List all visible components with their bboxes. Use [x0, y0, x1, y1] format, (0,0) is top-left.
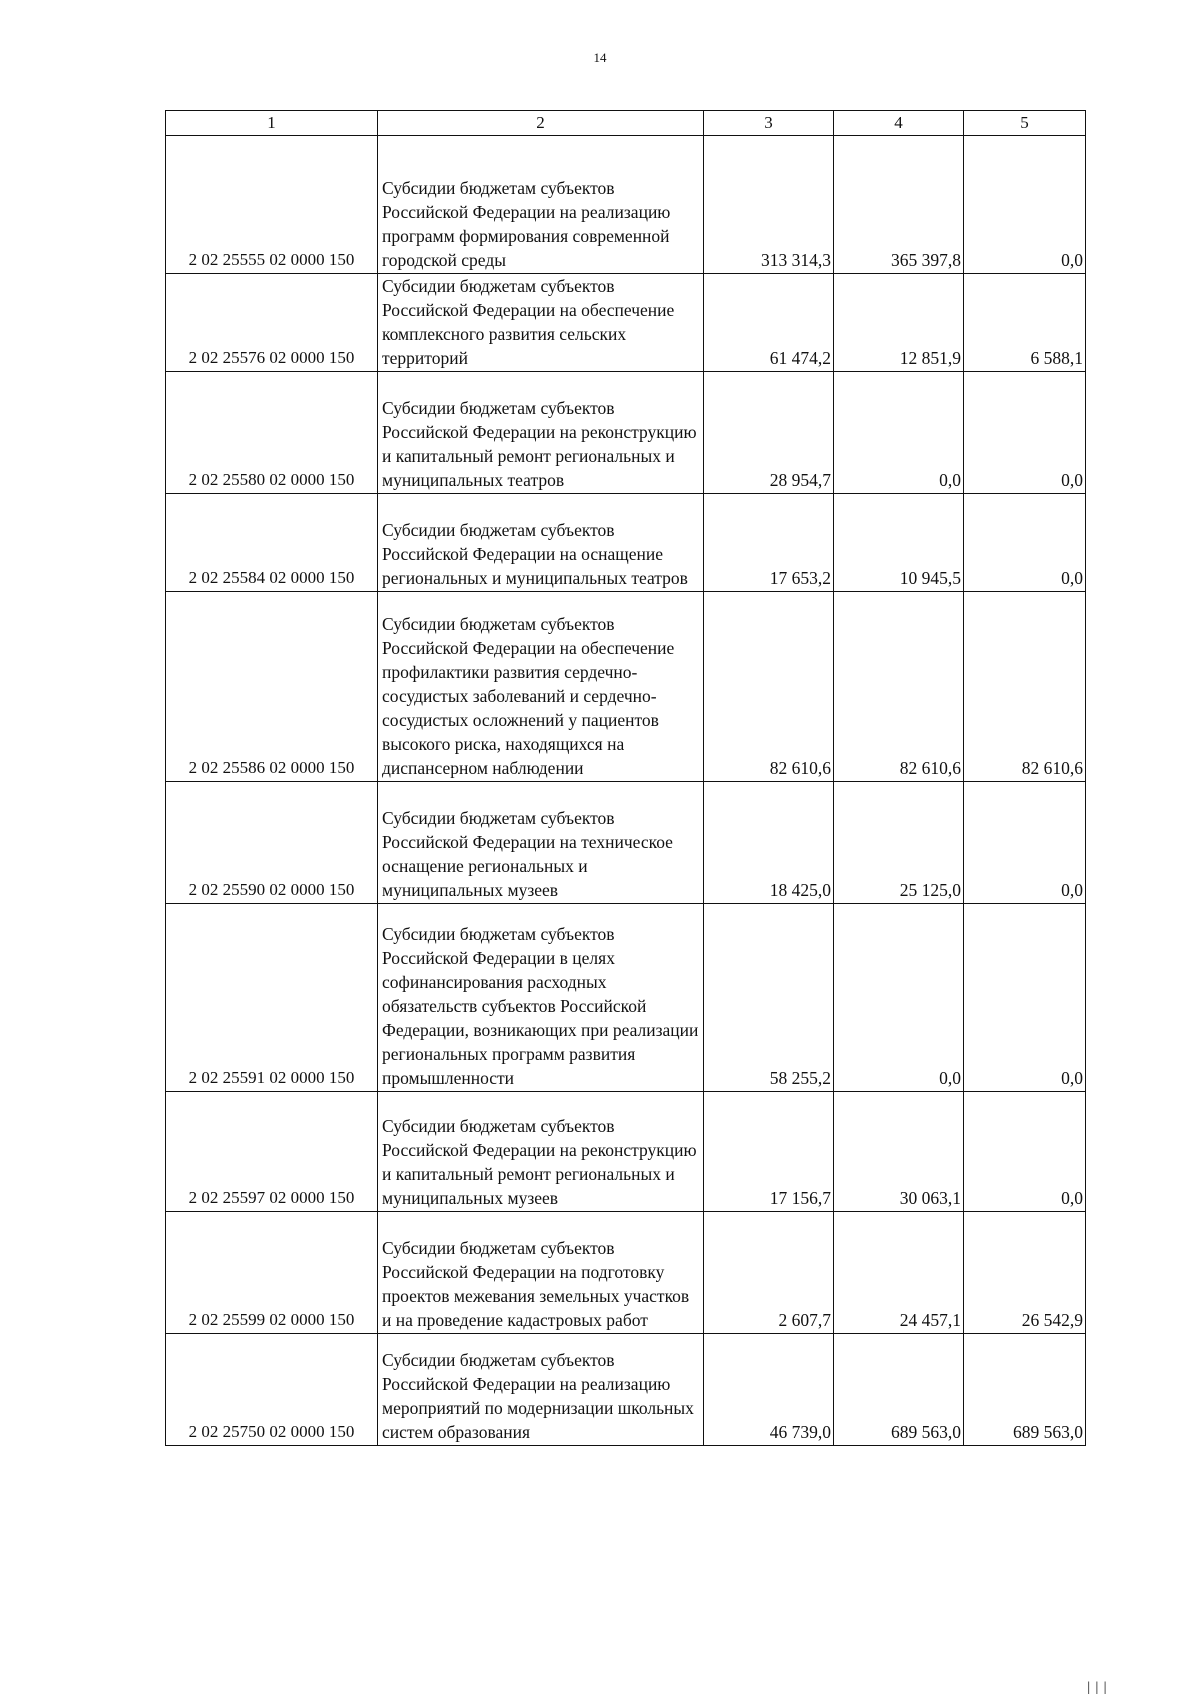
table-row [166, 274, 1086, 372]
value-col3: 17 156,7 [704, 1092, 834, 1212]
value-col4: 0,0 [834, 904, 964, 1092]
table-row [166, 1092, 1086, 1212]
value-col3: 2 607,7 [704, 1212, 834, 1334]
item-name: Субсидии бюджетам субъектов Российской Федерации на реализацию мероприятий по модернизации школьных систем образования [378, 1334, 704, 1446]
value-col5: 82 610,6 [964, 592, 1086, 782]
item-name: Субсидии бюджетам субъектов Российской Федерации на обеспечение профилактики развития сердечно-сосудистых заболеваний и сердечно-сосудистых осложнений у пациентов высокого риска, находящихся на диспансерном наблюдении [378, 592, 704, 782]
budget-code: 2 02 25586 02 0000 150 [166, 592, 378, 782]
value-col5: 689 563,0 [964, 1334, 1086, 1446]
column-header: 4 [834, 111, 964, 136]
table-row [166, 782, 1086, 904]
item-name: Субсидии бюджетам субъектов Российской Федерации на реконструкцию и капитальный ремонт региональных и муниципальных музеев [378, 1092, 704, 1212]
value-col4: 689 563,0 [834, 1334, 964, 1446]
budget-code: 2 02 25750 02 0000 150 [166, 1334, 378, 1446]
value-col4: 12 851,9 [834, 274, 964, 372]
value-col3: 28 954,7 [704, 372, 834, 494]
value-col3: 18 425,0 [704, 782, 834, 904]
value-col4: 0,0 [834, 372, 964, 494]
value-col5: 0,0 [964, 136, 1086, 274]
table-row [166, 1334, 1086, 1446]
value-col4: 365 397,8 [834, 136, 964, 274]
table-row [166, 136, 1086, 274]
table-row [166, 494, 1086, 592]
header-row [166, 111, 1086, 136]
budget-code: 2 02 25597 02 0000 150 [166, 1092, 378, 1212]
value-col5: 0,0 [964, 372, 1086, 494]
budget-table [165, 110, 1086, 1446]
value-col3: 46 739,0 [704, 1334, 834, 1446]
value-col4: 82 610,6 [834, 592, 964, 782]
item-name: Субсидии бюджетам субъектов Российской Федерации на реконструкцию и капитальный ремонт региональных и муниципальных театров [378, 372, 704, 494]
value-col3: 82 610,6 [704, 592, 834, 782]
value-col5: 26 542,9 [964, 1212, 1086, 1334]
column-header: 2 [378, 111, 704, 136]
value-col5: 0,0 [964, 1092, 1086, 1212]
item-name: Субсидии бюджетам субъектов Российской Федерации на техническое оснащение региональных и муниципальных музеев [378, 782, 704, 904]
value-col5: 0,0 [964, 782, 1086, 904]
value-col4: 25 125,0 [834, 782, 964, 904]
budget-code: 2 02 25599 02 0000 150 [166, 1212, 378, 1334]
column-header: 5 [964, 111, 1086, 136]
table-row [166, 904, 1086, 1092]
column-header: 3 [704, 111, 834, 136]
item-name: Субсидии бюджетам субъектов Российской Федерации на реализацию программ формирования современной городской среды [378, 136, 704, 274]
item-name: Субсидии бюджетам субъектов Российской Федерации в целях софинансирования расходных обязательств субъектов Российской Федерации, возникающих при реализации региональных программ развития промышленности [378, 904, 704, 1092]
value-col5: 0,0 [964, 494, 1086, 592]
budget-code: 2 02 25576 02 0000 150 [166, 274, 378, 372]
column-header: 1 [166, 111, 378, 136]
budget-code: 2 02 25555 02 0000 150 [166, 136, 378, 274]
table-row [166, 372, 1086, 494]
value-col3: 17 653,2 [704, 494, 834, 592]
table-row [166, 592, 1086, 782]
budget-code: 2 02 25580 02 0000 150 [166, 372, 378, 494]
item-name: Субсидии бюджетам субъектов Российской Федерации на оснащение региональных и муниципальных театров [378, 494, 704, 592]
budget-code: 2 02 25591 02 0000 150 [166, 904, 378, 1092]
scan-marks: ||| [1085, 1680, 1110, 1694]
value-col4: 30 063,1 [834, 1092, 964, 1212]
budget-code: 2 02 25584 02 0000 150 [166, 494, 378, 592]
item-name: Субсидии бюджетам субъектов Российской Федерации на обеспечение комплексного развития сельских территорий [378, 274, 704, 372]
table-row [166, 1212, 1086, 1334]
budget-code: 2 02 25590 02 0000 150 [166, 782, 378, 904]
value-col4: 24 457,1 [834, 1212, 964, 1334]
value-col4: 10 945,5 [834, 494, 964, 592]
value-col5: 6 588,1 [964, 274, 1086, 372]
value-col3: 61 474,2 [704, 274, 834, 372]
item-name: Субсидии бюджетам субъектов Российской Федерации на подготовку проектов межевания земельных участков и на проведение кадастровых работ [378, 1212, 704, 1334]
value-col5: 0,0 [964, 904, 1086, 1092]
value-col3: 313 314,3 [704, 136, 834, 274]
value-col3: 58 255,2 [704, 904, 834, 1092]
page-number: 14 [593, 50, 607, 65]
